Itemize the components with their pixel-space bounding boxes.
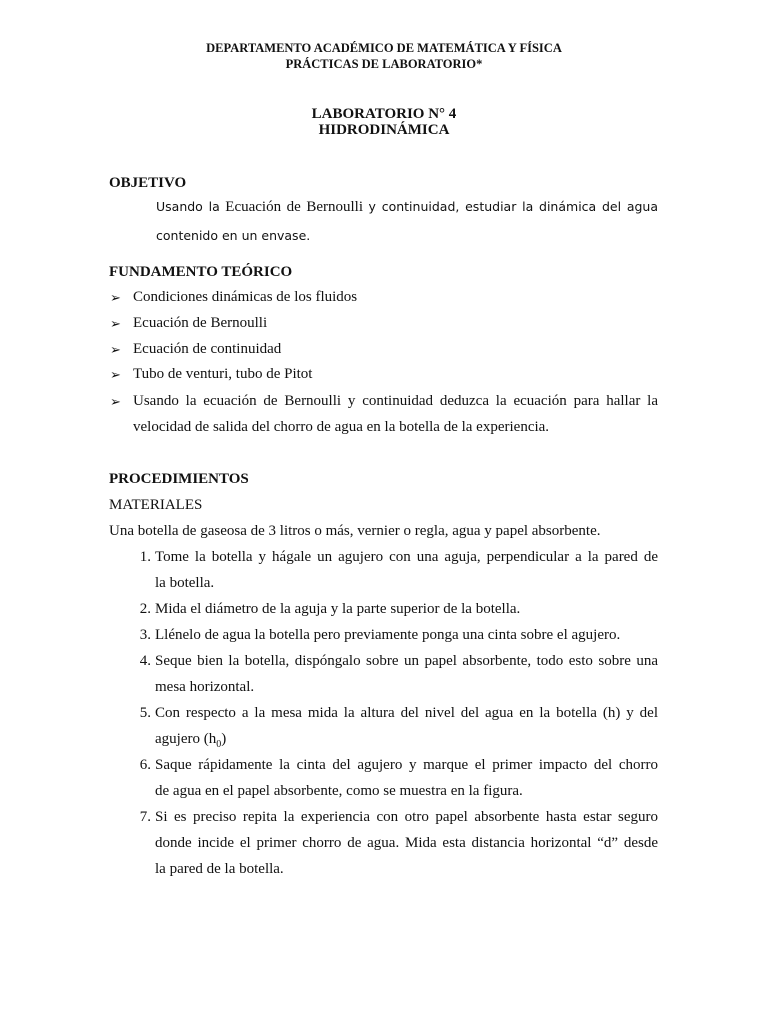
step-number: 7. bbox=[139, 809, 151, 825]
step-5-text-b: ) bbox=[221, 731, 227, 747]
objetivo-line-2: contenido en un envase. bbox=[156, 228, 311, 243]
bullet-arrow-icon: ➢ bbox=[110, 342, 121, 357]
step-4-line-2: mesa horizontal. bbox=[155, 679, 255, 695]
step-number: 6. bbox=[139, 757, 151, 773]
practice-header: PRÁCTICAS DE LABORATORIO* bbox=[285, 57, 483, 71]
materiales-heading: MATERIALES bbox=[109, 497, 203, 513]
step-5-subscript: 0 bbox=[216, 739, 222, 750]
step-3-line-1: Llénelo de agua la botella pero previamente ponga una cinta sobre el agujero. bbox=[155, 627, 621, 643]
fundamento-item: Ecuación de Bernoulli bbox=[133, 315, 268, 331]
step-number: 2. bbox=[139, 601, 151, 617]
bullet-arrow-icon: ➢ bbox=[110, 394, 121, 409]
lab-topic-title: HIDRODINÁMICA bbox=[318, 122, 450, 138]
objetivo-text-a: Usando la bbox=[156, 199, 220, 214]
step-6-line-1: Saque rápidamente la cinta del agujero y marque el primer impacto del chorro bbox=[155, 757, 658, 773]
step-7-line-3: la pared de la botella. bbox=[155, 861, 284, 877]
objetivo-text-c: y continuidad, estudiar la dinámica del agua bbox=[368, 199, 659, 214]
fundamento-item: Ecuación de continuidad bbox=[133, 341, 282, 357]
step-5-text-a: agujero (h bbox=[155, 731, 217, 747]
procedimientos-heading: PROCEDIMIENTOS bbox=[109, 471, 249, 487]
step-7-line-2: donde incide el primer chorro de agua. Mida esta distancia horizontal “d” desde bbox=[155, 835, 658, 851]
fundamento-item-5-line-1: Usando la ecuación de Bernoulli y continuidad deduzca la ecuación para hallar la bbox=[133, 393, 658, 409]
fundamento-item: Tubo de venturi, tubo de Pitot bbox=[133, 366, 313, 382]
step-number: 5. bbox=[139, 705, 151, 721]
objetivo-text-b: Ecuación de Bernoulli bbox=[225, 199, 363, 215]
step-number: 3. bbox=[139, 627, 151, 643]
bullet-arrow-icon: ➢ bbox=[110, 290, 121, 305]
bullet-arrow-icon: ➢ bbox=[110, 367, 121, 382]
step-7-line-1: Si es preciso repita la experiencia con otro papel absorbente hasta estar seguro bbox=[155, 809, 658, 825]
step-1-line-1: Tome la botella y hágale un agujero con una aguja, perpendicular a la pared de bbox=[155, 549, 658, 565]
department-header: DEPARTAMENTO ACADÉMICO DE MATEMÁTICA Y FÍSICA bbox=[206, 41, 562, 55]
step-number: 4. bbox=[139, 653, 151, 669]
lab-number-title: LABORATORIO N° 4 bbox=[311, 106, 457, 122]
step-1-line-2: la botella. bbox=[155, 575, 215, 591]
step-5-line-2 bbox=[155, 731, 658, 750]
materiales-text: Una botella de gaseosa de 3 litros o más, vernier o regla, agua y papel absorbente. bbox=[109, 523, 601, 539]
step-6-line-2: de agua en el papel absorbente, como se muestra en la figura. bbox=[155, 783, 523, 799]
fundamento-item-5-line-2: velocidad de salida del chorro de agua en la botella de la experiencia. bbox=[133, 419, 550, 435]
objetivo-line-1 bbox=[156, 199, 658, 216]
bullet-arrow-icon: ➢ bbox=[110, 316, 121, 331]
step-4-line-1: Seque bien la botella, dispóngalo sobre un papel absorbente, todo esto sobre una bbox=[155, 653, 658, 669]
step-number: 1. bbox=[139, 549, 151, 565]
objetivo-heading: OBJETIVO bbox=[109, 175, 187, 191]
step-2-line-1: Mida el diámetro de la aguja y la parte superior de la botella. bbox=[155, 601, 521, 617]
step-5-line-1: Con respecto a la mesa mida la altura del nivel del agua en la botella (h) y del bbox=[155, 705, 658, 721]
fundamento-item: Condiciones dinámicas de los fluidos bbox=[133, 289, 358, 305]
fundamento-heading: FUNDAMENTO TEÓRICO bbox=[109, 264, 293, 280]
